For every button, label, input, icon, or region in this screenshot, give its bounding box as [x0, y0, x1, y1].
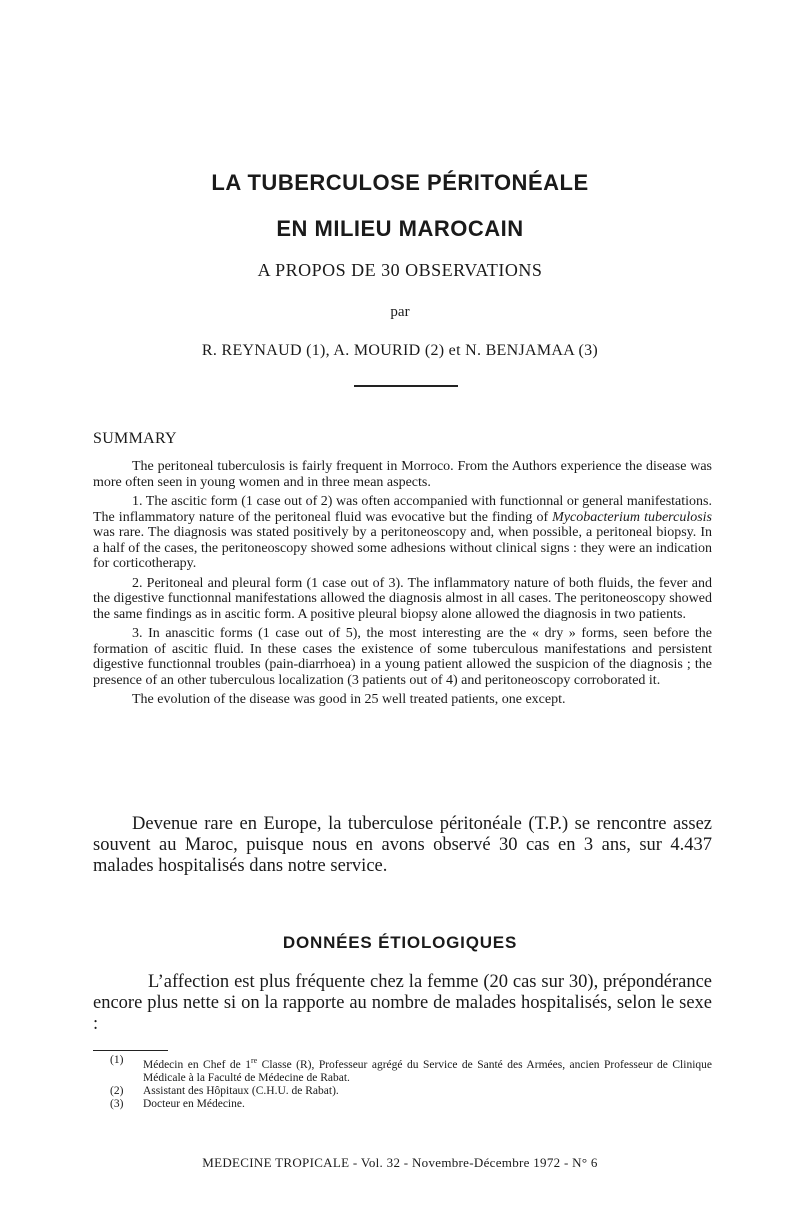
- article-subtitle: A PROPOS DE 30 OBSERVATIONS: [257, 260, 543, 280]
- footnotes: [110, 1054, 712, 1111]
- summary-p2-text-b: was rare. The diagnosis was stated positively by a peritoneoscopy and, when possible, a peritoneal biopsy. In a half of the cases, the peritoneoscopy showed some adhesions without clinical signs : they were an indication for corticotherapy.: [93, 525, 712, 571]
- footnote-number: (2): [110, 1084, 124, 1097]
- footnote-3: [110, 1098, 712, 1111]
- article-title-line-1: LA TUBERCULOSE PÉRITONÉALE: [211, 170, 589, 195]
- summary-p2-text-a: 1. The ascitic form (1 case out of 2) was often accompanied with functionnal or general manifestations. The inflammatory nature of the peritoneal fluid was evocative but the finding of: [93, 494, 712, 525]
- summary-paragraph-1: The peritoneal tuberculosis is fairly frequent in Morroco. From the Authors experience the disease was more often seen in young women and in three mean aspects.: [93, 459, 712, 490]
- footnote-number: (1): [110, 1054, 124, 1066]
- footnote-text: Assistant des Hôpitaux (C.H.U. de Rabat).: [143, 1084, 339, 1097]
- footnote-1-text-b: Classe (R), Professeur agrégé du Service de Santé des Armées, ancien Professeur de Clinique Médicale à la Faculté de Médecine de Rabat.: [143, 1058, 712, 1084]
- footnote-1-text-a: Médecin en Chef de 1: [143, 1058, 251, 1071]
- journal-footer: MEDECINE TROPICALE - Vol. 32 - Novembre-Décembre 1972 - N° 6: [202, 1155, 598, 1170]
- by-line-par: par: [390, 304, 410, 320]
- summary-p2-italic: Mycobacterium tuberculosis: [552, 509, 712, 525]
- footnote-1: [110, 1054, 712, 1085]
- footnote-2: [110, 1085, 712, 1098]
- summary-paragraph-5: The evolution of the disease was good in 25 well treated patients, one except.: [132, 692, 566, 707]
- title-divider: [354, 385, 458, 387]
- section-body: [93, 972, 712, 1035]
- section-heading: DONNÉES ÉTIOLOGIQUES: [282, 933, 518, 952]
- footnote-divider: [93, 1050, 168, 1051]
- footnote-1-superscript: re: [250, 1056, 258, 1065]
- footnote-text: Docteur en Médecine.: [143, 1097, 245, 1110]
- summary-paragraph-4: 3. In anascitic forms (1 case out of 5), the most interesting are the « dry » forms, seen before the formation of ascitic fluid. In these cases the existence of some tuberculous manifestations and persistent digestive functionnal troubles (pain-diarrhoea) in a young patient allowed the suspicion of the diagnosis ; the presence of an other tuberculous localization (3 patients out of 4) and peritoneoscopy corroborated it.: [93, 626, 712, 688]
- article-title-line-2: EN MILIEU MAROCAIN: [276, 216, 524, 241]
- summary-body: [93, 459, 712, 712]
- authors-line: R. REYNAUD (1), A. MOURID (2) et N. BENJAMAA (3): [201, 342, 599, 359]
- intro-block: [93, 814, 712, 877]
- summary-heading: SUMMARY: [93, 430, 177, 447]
- footnote-number: (3): [110, 1097, 124, 1110]
- footnote-text: [143, 1054, 712, 1085]
- summary-paragraph-2: [93, 494, 712, 572]
- intro-paragraph: Devenue rare en Europe, la tuberculose péritonéale (T.P.) se rencontre assez souvent au Maroc, puisque nous en avons observé 30 cas en 3 ans, sur 4.437 malades hospitalisés dans notre service.: [93, 814, 712, 876]
- section-paragraph: L’affection est plus fréquente chez la femme (20 cas sur 30), prépondérance encore plus nette si on la rapporte au nombre de malades hospitalisés, selon le sexe :: [93, 972, 712, 1034]
- summary-paragraph-3: 2. Peritoneal and pleural form (1 case out of 3). The inflammatory nature of both fluids, the fever and the digestive functionnal manifestations allowed the diagnosis almost in all cases. The peritoneoscopy showed the same findings as in ascitic form. A positive pleural biopsy alone allowed the diagnosis in two patients.: [93, 575, 712, 622]
